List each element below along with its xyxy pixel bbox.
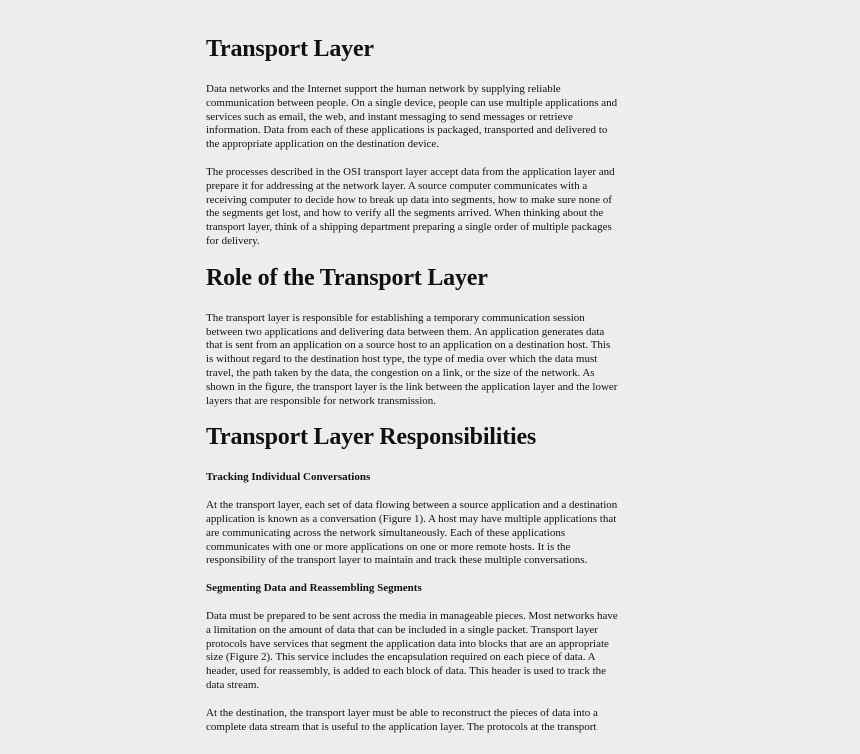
- heading-transport-layer: Transport Layer: [206, 36, 374, 62]
- paragraph-intro-1: Data networks and the Internet support the human network by supplying reliable communication between people. On a single device, people can use multiple applications and services such as email, the web, and instant messaging to send messages or retrieve information. Data from each of these applications is packaged, transported and delivered to the appropriate application on the destination device.: [206, 83, 618, 151]
- paragraph-intro-2: The processes described in the OSI transport layer accept data from the application layer and prepare it for addressing at the network layer. A source computer communicates with a receiving computer to decide how to break up data into segments, how to make sure none of the segments get lost, and how to verify all the segments arrived. When thinking about the transport layer, think of a shipping department preparing a single order of multiple packages for delivery.: [206, 165, 615, 247]
- heading-transport-layer-responsibilities: Transport Layer Responsibilities: [206, 424, 537, 451]
- paragraph-segmenting-1: Data must be prepared to be sent across the media in manageable pieces. Most networks have a limitation on the amount of data that can be included in a single packet. Transport layer protocols have services that segment the application data into blocks that are an appropriate size (Figure 2). This service includes the encapsulation required on each piece of data. A header, used for reassembly, is added to each block of data. This header is used to track the data stream.: [206, 609, 618, 691]
- paragraph-tracking-conversations: At the transport layer, each set of data flowing between a source application and a destination application is known as a conversation (Figure 1). A host may have multiple applications that are communicating across the network simultaneously. Each of these applications communicates with one or more applications on one or more remote hosts. It is the responsibility of the transport layer to maintain and track these multiple conversations.: [206, 499, 618, 567]
- subheading-tracking-conversations: Tracking Individual Conversations: [206, 471, 371, 484]
- heading-role-of-transport-layer: Role of the Transport Layer: [206, 264, 488, 291]
- subheading-segmenting-data: Segmenting Data and Reassembling Segments: [206, 582, 422, 595]
- paragraph-segmenting-2: At the destination, the transport layer must be able to reconstruct the pieces of data into a complete data stream that is useful to the application layer. The protocols at the transport: [206, 706, 598, 733]
- paragraph-role: The transport layer is responsible for establishing a temporary communication session between two applications and delivering data between them. An application generates data that is sent from an application on a source host to an application on a destination host. This is without regard to the destination host type, the type of media over which the data must travel, the path taken by the data, the congestion on a link, or the size of the network. As shown in the figure, the transport layer is the link between the application layer and the lower layers that are responsible for network transmission.: [206, 311, 618, 407]
